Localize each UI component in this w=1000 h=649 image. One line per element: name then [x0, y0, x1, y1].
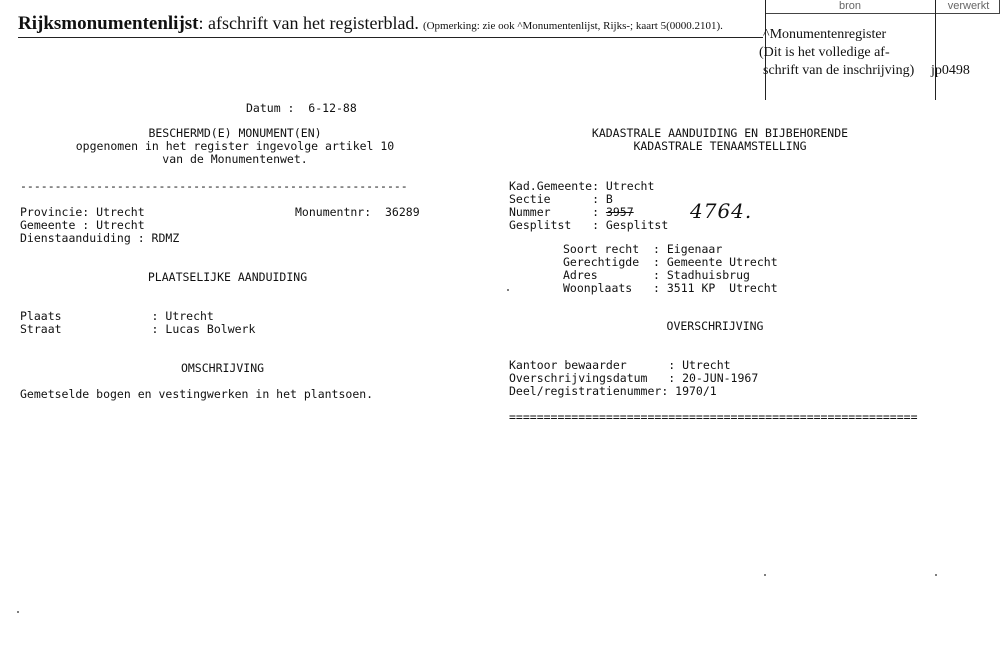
- nummer-label: Nummer :: [509, 205, 606, 219]
- header-rule: [18, 37, 763, 38]
- sectie: Sectie : B: [509, 192, 613, 206]
- dienstaanduiding: Dienstaanduiding : RDMZ: [20, 231, 180, 245]
- plaats-heading: PLAATSELIJKE AANDUIDING: [147, 270, 308, 284]
- monument-heading: BESCHERMD(E) MONUMENT(EN): [148, 126, 322, 140]
- gesplitst: Gesplitst : Gesplitst: [509, 218, 669, 232]
- nummer-struck: 3957: [605, 205, 634, 219]
- handwritten-number: 4764.: [690, 199, 753, 223]
- datum: Datum : 6-12-88: [246, 101, 357, 115]
- source-line: schrift van de inschrijving): [763, 63, 915, 78]
- omschrijving: Gemetselde bogen en vestingwerken in het plantsoen.: [20, 387, 374, 401]
- woonplaats: Woonplaats : 3511 KP Utrecht: [563, 281, 778, 295]
- overschrijving-heading: OVERSCHRIJVING: [666, 319, 764, 333]
- title-remark: (Opmerking: zie ook ^Monumentenlijst, Rijks-; kaart 5(0000.2101).: [422, 20, 723, 32]
- monument-heading: van de Monumentenwet.: [162, 152, 308, 166]
- scan-speck: [935, 574, 937, 576]
- source-code: jp0498: [931, 63, 970, 78]
- scan-speck: [764, 574, 766, 576]
- gerechtigde: Gerechtigde : Gemeente Utrecht: [563, 255, 778, 269]
- source-line: (Dit is het volledige af-: [759, 45, 890, 60]
- adres: Adres : Stadhuisbrug: [563, 268, 750, 282]
- kadastrale-heading: KADASTRALE AANDUIDING EN BIJBEHORENDE: [591, 126, 849, 140]
- soort-recht: Soort recht : Eigenaar: [563, 242, 723, 256]
- straat: Straat : Lucas Bolwerk: [20, 322, 256, 336]
- title-rest: : afschrift van het registerblad.: [198, 13, 419, 33]
- equals-rule: ===========================================================: [509, 411, 918, 424]
- source-line: ^Monumentenregister: [763, 27, 887, 42]
- overschrijvingsdatum: Overschrijvingsdatum : 20-JUN-1967: [509, 371, 759, 385]
- scan-speck: [507, 289, 509, 291]
- omschrijving-heading: OMSCHRIJVING: [180, 361, 265, 375]
- monument-heading: opgenomen in het register ingevolge artikel 10: [75, 139, 395, 153]
- gemeente: Gemeente : Utrecht: [20, 218, 145, 232]
- provincie: Provincie: Utrecht: [20, 205, 145, 219]
- kadastrale-heading: KADASTRALE TENAAMSTELLING: [633, 139, 807, 153]
- column-verwerkt: verwerkt: [947, 0, 990, 12]
- plaats: Plaats : Utrecht: [20, 309, 214, 323]
- scan-speck: [17, 611, 19, 613]
- kantoor-bewaarder: Kantoor bewaarder : Utrecht: [509, 358, 731, 372]
- dash-rule: --------------------------------------------------------: [20, 180, 408, 193]
- title-bold: Rijksmonumentenlijst: [18, 13, 199, 34]
- column-bron: bron: [838, 0, 862, 12]
- source-box-divider: [935, 0, 936, 100]
- page-title: [18, 13, 723, 35]
- monumentnr: Monumentnr: 36289: [295, 205, 420, 219]
- kad-gemeente: Kad.Gemeente: Utrecht: [509, 179, 655, 193]
- deel-registratienummer: Deel/registratienummer: 1970/1: [509, 384, 717, 398]
